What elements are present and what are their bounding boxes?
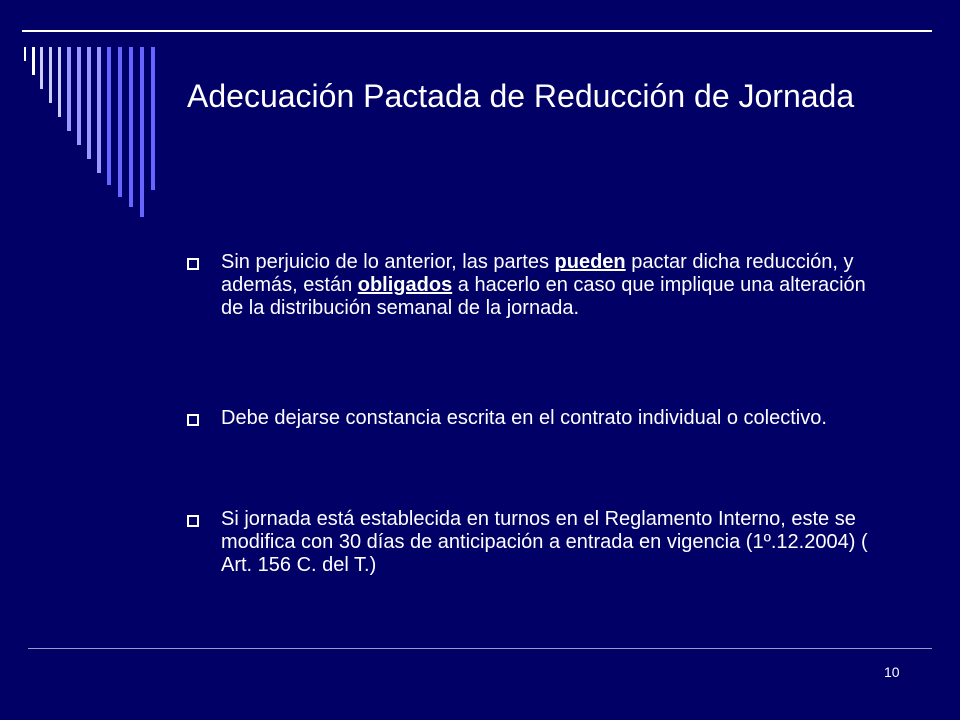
bullet-text-1 xyxy=(221,251,893,320)
bottom-rule xyxy=(28,648,932,649)
bullet-item-3 xyxy=(187,508,907,577)
decorative-bar xyxy=(77,47,81,145)
slide-title: Adecuación Pactada de Reducción de Jornada xyxy=(187,78,855,114)
hollow-square-icon xyxy=(187,414,199,426)
decorative-bar xyxy=(151,47,155,190)
text-run: Si jornada está establecida en turnos en el Reglamento Interno, este se modifica con 30 días de anticipación a entrada en vigencia (1º.12.2004) ( Art. 156 C. del T.) xyxy=(221,508,868,576)
decorative-bar xyxy=(140,47,144,217)
bullet-item-2 xyxy=(187,407,907,430)
emphasized-word: pueden xyxy=(554,251,626,273)
decorative-bar xyxy=(49,47,52,103)
decorative-bar xyxy=(129,47,133,207)
decorative-bar xyxy=(24,47,26,61)
hollow-square-icon xyxy=(187,258,199,270)
text-run: pactar dicha reducción, y además, están xyxy=(221,251,854,296)
bullet-text-2 xyxy=(221,407,893,430)
text-run: a hacerlo en caso que implique una alteración de la distribución semanal de la jornada. xyxy=(221,274,866,319)
text-run: Debe dejarse constancia escrita en el contrato individual o colectivo. xyxy=(221,407,827,429)
hollow-square-icon xyxy=(187,515,199,527)
decorative-bar xyxy=(58,47,61,117)
decorative-bar xyxy=(87,47,91,159)
page-number: 10 xyxy=(884,664,900,680)
decorative-bar xyxy=(97,47,101,173)
decorative-bar xyxy=(32,47,35,75)
top-rule xyxy=(22,30,932,32)
text-run: Sin perjuicio de lo anterior, las partes xyxy=(221,251,555,273)
emphasized-word: obligados xyxy=(357,274,453,296)
bullet-item-1 xyxy=(187,251,907,320)
bullet-text-3 xyxy=(221,508,893,577)
decorative-bar xyxy=(107,47,111,185)
decorative-bar xyxy=(67,47,71,131)
decorative-bar xyxy=(40,47,43,89)
decorative-bar xyxy=(118,47,122,197)
